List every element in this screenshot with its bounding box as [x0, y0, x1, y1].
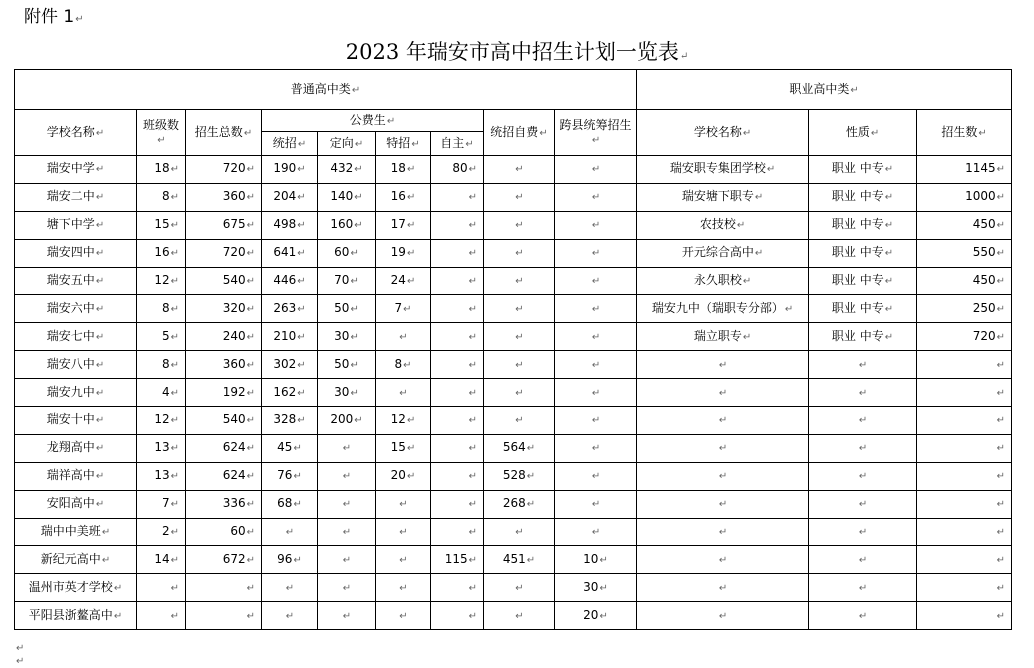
voc-enrollment-cell: ↵ — [917, 546, 1012, 574]
autonomous-cell: ↵ — [431, 407, 484, 435]
total-enrollment-cell: 540↵ — [186, 407, 262, 435]
cross-county-cell: 10↵ — [555, 546, 637, 574]
voc-school-name-cell: ↵ — [637, 518, 809, 546]
directed-cell: ↵ — [318, 546, 376, 574]
autonomous-cell: ↵ — [431, 211, 484, 239]
total-enrollment-cell: ↵ — [186, 602, 262, 630]
school-name-cell: 新纪元高中↵ — [15, 546, 137, 574]
table-row — [15, 407, 1012, 435]
directed-cell: 30↵ — [318, 323, 376, 351]
voc-nature-cell: ↵ — [809, 379, 917, 407]
enrollment-plan-table — [14, 69, 1012, 630]
autonomous-cell: ↵ — [431, 295, 484, 323]
total-enrollment-cell: 720↵ — [186, 239, 262, 267]
voc-nature-cell: 职业 中专↵ — [809, 295, 917, 323]
directed-cell: ↵ — [318, 574, 376, 602]
special-cell: 12↵ — [376, 407, 431, 435]
special-header: 特招↵ — [376, 132, 431, 156]
class-count-header: 班级数↵ — [137, 110, 186, 156]
class-count-cell: 14↵ — [137, 546, 186, 574]
cross-county-cell: 20↵ — [555, 602, 637, 630]
special-cell: ↵ — [376, 490, 431, 518]
voc-nature-cell: ↵ — [809, 602, 917, 630]
class-count-cell: 8↵ — [137, 351, 186, 379]
class-count-cell: 16↵ — [137, 239, 186, 267]
unified-cell: ↵ — [262, 602, 318, 630]
directed-cell: 50↵ — [318, 295, 376, 323]
self-funded-cell: 564↵ — [484, 434, 555, 462]
special-cell: ↵ — [376, 546, 431, 574]
directed-cell: 70↵ — [318, 267, 376, 295]
page-title: 2023 年瑞安市高中招生计划一览表↵ — [345, 40, 689, 64]
special-cell: ↵ — [376, 379, 431, 407]
table-row — [15, 462, 1012, 490]
cross-county-cell: ↵ — [555, 462, 637, 490]
voc-enrollment-cell: 450↵ — [917, 267, 1012, 295]
voc-nature-header: 性质↵ — [809, 110, 917, 156]
class-count-cell: 15↵ — [137, 211, 186, 239]
table-row — [15, 295, 1012, 323]
voc-school-name-cell: ↵ — [637, 546, 809, 574]
self-funded-cell: ↵ — [484, 295, 555, 323]
school-name-cell: 龙翔高中↵ — [15, 434, 137, 462]
self-funded-cell: ↵ — [484, 323, 555, 351]
cross-county-cell: ↵ — [555, 490, 637, 518]
unified-cell: 641↵ — [262, 239, 318, 267]
voc-nature-cell: ↵ — [809, 490, 917, 518]
autonomous-cell: ↵ — [431, 462, 484, 490]
voc-nature-cell: 职业 中专↵ — [809, 183, 917, 211]
cross-county-cell: ↵ — [555, 239, 637, 267]
school-name-cell: 瑞安中学↵ — [15, 156, 137, 184]
voc-nature-cell: ↵ — [809, 518, 917, 546]
class-count-cell: 8↵ — [137, 183, 186, 211]
self-funded-cell: ↵ — [484, 156, 555, 184]
self-funded-cell: ↵ — [484, 379, 555, 407]
directed-cell: 30↵ — [318, 379, 376, 407]
cross-county-cell: ↵ — [555, 183, 637, 211]
voc-enrollment-cell: ↵ — [917, 407, 1012, 435]
table-row — [15, 239, 1012, 267]
directed-cell: ↵ — [318, 602, 376, 630]
voc-enrollment-cell: 250↵ — [917, 295, 1012, 323]
autonomous-header: 自主↵ — [431, 132, 484, 156]
class-count-cell: 12↵ — [137, 267, 186, 295]
unified-header: 统招↵ — [262, 132, 318, 156]
unified-cell: 96↵ — [262, 546, 318, 574]
self-funded-cell: ↵ — [484, 211, 555, 239]
voc-school-name-cell: 瑞安九中（瑞职专分部）↵ — [637, 295, 809, 323]
directed-cell: 160↵ — [318, 211, 376, 239]
unified-cell: 446↵ — [262, 267, 318, 295]
directed-cell: 432↵ — [318, 156, 376, 184]
autonomous-cell: ↵ — [431, 602, 484, 630]
attachment-label: 附件 1↵ — [24, 7, 84, 27]
table-row — [15, 518, 1012, 546]
class-count-cell: 5↵ — [137, 323, 186, 351]
autonomous-cell: ↵ — [431, 351, 484, 379]
table-row — [15, 434, 1012, 462]
directed-header: 定向↵ — [318, 132, 376, 156]
voc-nature-cell: ↵ — [809, 462, 917, 490]
unified-cell: 263↵ — [262, 295, 318, 323]
school-name-cell: 瑞安二中↵ — [15, 183, 137, 211]
self-funded-cell: 528↵ — [484, 462, 555, 490]
table-row — [15, 323, 1012, 351]
autonomous-cell: ↵ — [431, 518, 484, 546]
special-cell: ↵ — [376, 574, 431, 602]
cross-county-header: 跨县统筹招生↵ — [555, 110, 637, 156]
school-name-cell: 塘下中学↵ — [15, 211, 137, 239]
voc-school-name-cell: 开元综合高中↵ — [637, 239, 809, 267]
school-name-cell: 瑞安八中↵ — [15, 351, 137, 379]
school-name-cell: 瑞安十中↵ — [15, 407, 137, 435]
cross-county-cell: ↵ — [555, 295, 637, 323]
unified-cell: 190↵ — [262, 156, 318, 184]
total-enrollment-cell: 360↵ — [186, 183, 262, 211]
voc-school-name-cell: ↵ — [637, 462, 809, 490]
voc-nature-cell: 职业 中专↵ — [809, 211, 917, 239]
voc-enrollment-cell: 550↵ — [917, 239, 1012, 267]
cross-county-cell: ↵ — [555, 267, 637, 295]
total-enrollment-cell: 320↵ — [186, 295, 262, 323]
cross-county-cell: 30↵ — [555, 574, 637, 602]
table-row — [15, 183, 1012, 211]
school-name-cell: 瑞安七中↵ — [15, 323, 137, 351]
self-funded-cell: ↵ — [484, 602, 555, 630]
special-cell: 18↵ — [376, 156, 431, 184]
voc-nature-cell: ↵ — [809, 351, 917, 379]
voc-school-name-cell: 瑞安职专集团学校↵ — [637, 156, 809, 184]
class-count-cell: 13↵ — [137, 462, 186, 490]
school-name-cell: 瑞安五中↵ — [15, 267, 137, 295]
total-enrollment-header: 招生总数↵ — [186, 110, 262, 156]
trailing-paragraph-marks: ↵ ↵ — [16, 643, 25, 667]
voc-enrollment-cell: ↵ — [917, 574, 1012, 602]
autonomous-cell: ↵ — [431, 574, 484, 602]
total-enrollment-cell: 540↵ — [186, 267, 262, 295]
voc-school-name-cell: ↵ — [637, 407, 809, 435]
voc-school-name-cell: 永久职校↵ — [637, 267, 809, 295]
voc-school-name-cell: ↵ — [637, 574, 809, 602]
self-funded-cell: 451↵ — [484, 546, 555, 574]
cross-county-cell: ↵ — [555, 351, 637, 379]
general-high-school-header: 普通高中类↵ — [15, 70, 637, 110]
voc-nature-cell: ↵ — [809, 546, 917, 574]
table-row — [15, 156, 1012, 184]
school-name-cell: 瑞安四中↵ — [15, 239, 137, 267]
voc-school-name-header: 学校名称↵ — [637, 110, 809, 156]
voc-enrollment-cell: ↵ — [917, 490, 1012, 518]
voc-enrollment-header: 招生数↵ — [917, 110, 1012, 156]
directed-cell: 50↵ — [318, 351, 376, 379]
self-funded-cell: ↵ — [484, 518, 555, 546]
voc-school-name-cell: 瑞安塘下职专↵ — [637, 183, 809, 211]
voc-enrollment-cell: ↵ — [917, 379, 1012, 407]
self-funded-cell: ↵ — [484, 239, 555, 267]
self-funded-cell: ↵ — [484, 351, 555, 379]
school-name-cell: 安阳高中↵ — [15, 490, 137, 518]
voc-school-name-cell: ↵ — [637, 434, 809, 462]
voc-enrollment-cell: ↵ — [917, 518, 1012, 546]
unified-cell: 68↵ — [262, 490, 318, 518]
self-funded-cell: 268↵ — [484, 490, 555, 518]
unified-cell: 498↵ — [262, 211, 318, 239]
special-cell: 8↵ — [376, 351, 431, 379]
school-name-cell: 瑞中中美班↵ — [15, 518, 137, 546]
autonomous-cell: ↵ — [431, 239, 484, 267]
autonomous-cell: 115↵ — [431, 546, 484, 574]
class-count-cell: 8↵ — [137, 295, 186, 323]
special-cell: ↵ — [376, 518, 431, 546]
voc-enrollment-cell: ↵ — [917, 462, 1012, 490]
voc-enrollment-cell: ↵ — [917, 351, 1012, 379]
class-count-cell: ↵ — [137, 602, 186, 630]
self-funded-cell: ↵ — [484, 183, 555, 211]
school-name-cell: 瑞安九中↵ — [15, 379, 137, 407]
directed-cell: 60↵ — [318, 239, 376, 267]
class-count-cell: 4↵ — [137, 379, 186, 407]
vocational-high-school-header: 职业高中类↵ — [637, 70, 1012, 110]
public-funded-header: 公费生↵ — [262, 110, 484, 132]
autonomous-cell: ↵ — [431, 434, 484, 462]
directed-cell: 200↵ — [318, 407, 376, 435]
unified-cell: 210↵ — [262, 323, 318, 351]
unified-cell: 302↵ — [262, 351, 318, 379]
table-row — [15, 267, 1012, 295]
total-enrollment-cell: ↵ — [186, 574, 262, 602]
class-count-cell: 18↵ — [137, 156, 186, 184]
special-cell: 19↵ — [376, 239, 431, 267]
autonomous-cell: ↵ — [431, 379, 484, 407]
school-name-cell: 温州市英才学校↵ — [15, 574, 137, 602]
table-row — [15, 574, 1012, 602]
voc-enrollment-cell: 450↵ — [917, 211, 1012, 239]
class-count-cell: 12↵ — [137, 407, 186, 435]
cross-county-cell: ↵ — [555, 379, 637, 407]
total-enrollment-cell: 360↵ — [186, 351, 262, 379]
total-enrollment-cell: 624↵ — [186, 462, 262, 490]
total-enrollment-cell: 720↵ — [186, 156, 262, 184]
special-cell: 16↵ — [376, 183, 431, 211]
directed-cell: 140↵ — [318, 183, 376, 211]
total-enrollment-cell: 240↵ — [186, 323, 262, 351]
special-cell: 20↵ — [376, 462, 431, 490]
cross-county-cell: ↵ — [555, 211, 637, 239]
class-count-cell: ↵ — [137, 574, 186, 602]
autonomous-cell: ↵ — [431, 490, 484, 518]
table-row — [15, 490, 1012, 518]
school-name-header: 学校名称↵ — [15, 110, 137, 156]
total-enrollment-cell: 60↵ — [186, 518, 262, 546]
autonomous-cell: ↵ — [431, 323, 484, 351]
voc-school-name-cell: ↵ — [637, 351, 809, 379]
voc-school-name-cell: 农技校↵ — [637, 211, 809, 239]
self-funded-cell: ↵ — [484, 267, 555, 295]
voc-nature-cell: ↵ — [809, 434, 917, 462]
voc-nature-cell: 职业 中专↵ — [809, 267, 917, 295]
unified-cell: 162↵ — [262, 379, 318, 407]
voc-enrollment-cell: 720↵ — [917, 323, 1012, 351]
table-row — [15, 351, 1012, 379]
category-header-row — [15, 70, 1012, 110]
cross-county-cell: ↵ — [555, 156, 637, 184]
class-count-cell: 13↵ — [137, 434, 186, 462]
special-cell: 15↵ — [376, 434, 431, 462]
autonomous-cell: ↵ — [431, 267, 484, 295]
voc-nature-cell: ↵ — [809, 574, 917, 602]
total-enrollment-cell: 336↵ — [186, 490, 262, 518]
voc-nature-cell: 职业 中专↵ — [809, 239, 917, 267]
total-enrollment-cell: 675↵ — [186, 211, 262, 239]
unified-cell: ↵ — [262, 518, 318, 546]
class-count-cell: 2↵ — [137, 518, 186, 546]
table-row — [15, 546, 1012, 574]
voc-enrollment-cell: 1000↵ — [917, 183, 1012, 211]
voc-school-name-cell: ↵ — [637, 602, 809, 630]
voc-enrollment-cell: 1145↵ — [917, 156, 1012, 184]
self-funded-cell: ↵ — [484, 574, 555, 602]
voc-enrollment-cell: ↵ — [917, 434, 1012, 462]
cross-county-cell: ↵ — [555, 323, 637, 351]
table-row — [15, 211, 1012, 239]
total-enrollment-cell: 624↵ — [186, 434, 262, 462]
self-funded-header: 统招自费↵ — [484, 110, 555, 156]
voc-school-name-cell: ↵ — [637, 490, 809, 518]
special-cell: ↵ — [376, 323, 431, 351]
directed-cell: ↵ — [318, 518, 376, 546]
total-enrollment-cell: 672↵ — [186, 546, 262, 574]
unified-cell: ↵ — [262, 574, 318, 602]
autonomous-cell: ↵ — [431, 183, 484, 211]
autonomous-cell: 80↵ — [431, 156, 484, 184]
self-funded-cell: ↵ — [484, 407, 555, 435]
class-count-cell: 7↵ — [137, 490, 186, 518]
column-header-row-1 — [15, 110, 1012, 132]
unified-cell: 45↵ — [262, 434, 318, 462]
unified-cell: 76↵ — [262, 462, 318, 490]
total-enrollment-cell: 192↵ — [186, 379, 262, 407]
voc-nature-cell: 职业 中专↵ — [809, 156, 917, 184]
special-cell: 7↵ — [376, 295, 431, 323]
cross-county-cell: ↵ — [555, 518, 637, 546]
cross-county-cell: ↵ — [555, 407, 637, 435]
table-row — [15, 602, 1012, 630]
table-row — [15, 379, 1012, 407]
voc-enrollment-cell: ↵ — [917, 602, 1012, 630]
unified-cell: 328↵ — [262, 407, 318, 435]
voc-school-name-cell: 瑞立职专↵ — [637, 323, 809, 351]
school-name-cell: 瑞祥高中↵ — [15, 462, 137, 490]
directed-cell: ↵ — [318, 490, 376, 518]
voc-nature-cell: 职业 中专↵ — [809, 323, 917, 351]
directed-cell: ↵ — [318, 434, 376, 462]
school-name-cell: 瑞安六中↵ — [15, 295, 137, 323]
directed-cell: ↵ — [318, 462, 376, 490]
school-name-cell: 平阳县浙鳌高中↵ — [15, 602, 137, 630]
cross-county-cell: ↵ — [555, 434, 637, 462]
voc-school-name-cell: ↵ — [637, 379, 809, 407]
special-cell: ↵ — [376, 602, 431, 630]
unified-cell: 204↵ — [262, 183, 318, 211]
special-cell: 24↵ — [376, 267, 431, 295]
voc-nature-cell: ↵ — [809, 407, 917, 435]
special-cell: 17↵ — [376, 211, 431, 239]
